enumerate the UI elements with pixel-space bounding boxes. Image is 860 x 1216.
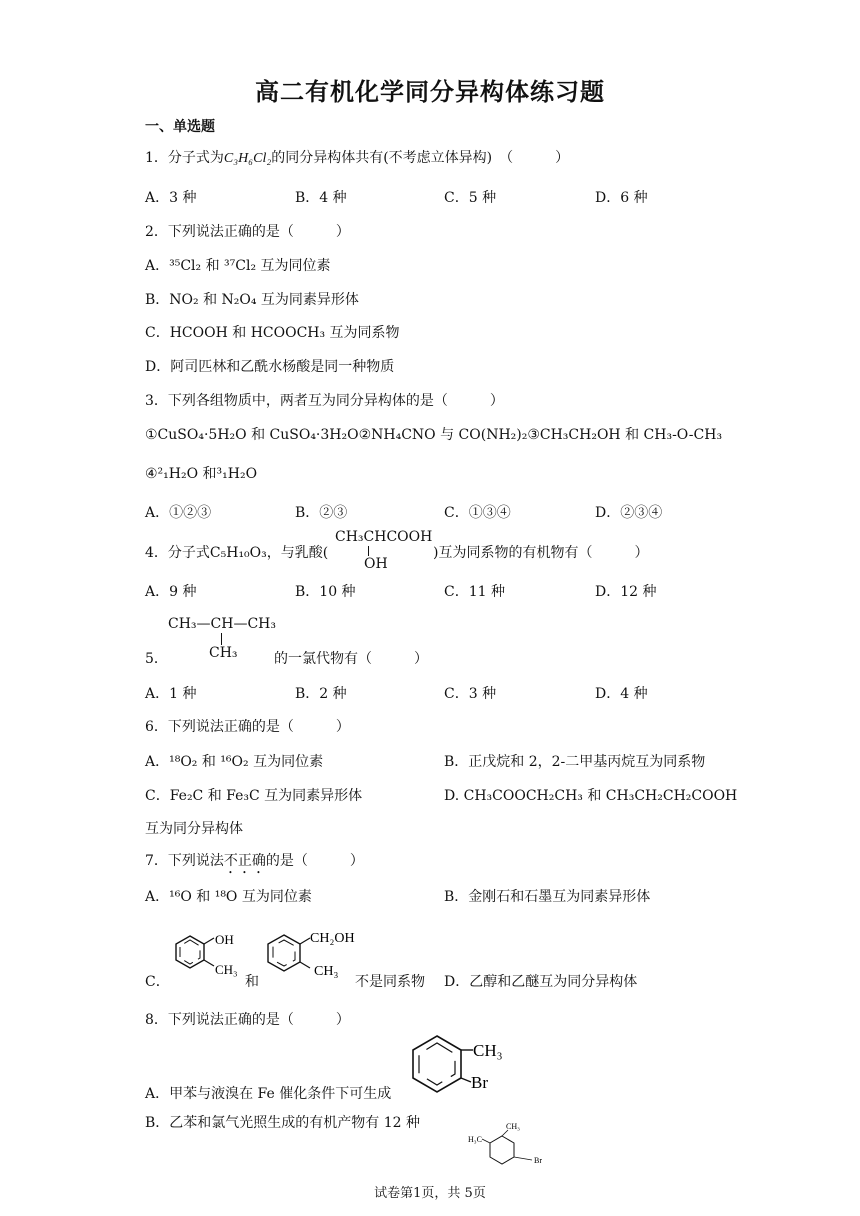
question-2-stem: 2．下列说法正确的是（ ） xyxy=(145,224,350,240)
q2-option-c[interactable]: C．HCOOH 和 HCOOCH₃ 互为同系物 xyxy=(145,325,400,341)
q3-option-a[interactable]: A．①②③ xyxy=(145,505,212,521)
q7-option-c-and: 和 xyxy=(245,974,259,990)
question-6-stem: 6．下列说法正确的是（ ） xyxy=(145,719,350,735)
bromo-xylene-structure xyxy=(466,1122,556,1172)
q5-option-d[interactable]: D．4 种 xyxy=(595,686,648,702)
methylbenzyl-alcohol-structure xyxy=(262,925,362,980)
q5-option-a[interactable]: A．1 种 xyxy=(145,686,197,702)
q5-option-b[interactable]: B．2 种 xyxy=(295,686,347,702)
q1-option-b[interactable]: B．4 种 xyxy=(295,190,347,206)
question-3-stem: 3．下列各组物质中，两者互为同分异构体的是（ ） xyxy=(145,393,504,409)
q4-option-a[interactable]: A．9 种 xyxy=(145,584,197,600)
o-cresol-structure xyxy=(172,928,242,978)
q7-option-b[interactable]: B．金刚石和石墨互为同素异形体 xyxy=(444,889,651,905)
q1-option-d[interactable]: D．6 种 xyxy=(595,190,648,206)
q4-stem-suffix: )互为同系物的有机物有（ ） xyxy=(433,545,649,561)
q7-emphasis: 不正确 xyxy=(223,853,266,869)
q1-option-c[interactable]: C．5 种 xyxy=(444,190,497,206)
page-footer: 试卷第1页，共 5页 xyxy=(374,1186,486,1201)
q6-option-a[interactable]: A．¹⁸O₂ 和 ¹⁶O₂ 互为同位素 xyxy=(145,754,324,770)
bromotoluene-br-label: Br xyxy=(471,1073,488,1092)
isobutane-structure-top: CH₃—CH—CH₃ xyxy=(168,616,276,632)
q1-stem-prefix: 1．分子式为 xyxy=(145,150,224,166)
isobutane-bond xyxy=(221,633,222,645)
q4-option-c[interactable]: C．11 种 xyxy=(444,584,505,600)
q5-number: 5． xyxy=(145,651,168,667)
q8-option-a[interactable]: A．甲苯与液溴在 Fe 催化条件下可生成 xyxy=(145,1086,392,1102)
q3-option-d[interactable]: D．②③④ xyxy=(595,505,663,521)
q7-option-c-suffix: 不是同系物 xyxy=(355,974,425,990)
o-cresol-oh-label: OH xyxy=(215,932,234,947)
q8-option-b[interactable]: B．乙苯和氯气光照生成的有机产物有 12 种 xyxy=(145,1115,421,1131)
q7-stem-prefix: 7．下列说法 xyxy=(145,853,224,869)
lactic-acid-bond xyxy=(368,546,369,556)
question-8-stem: 8．下列说法正确的是（ ） xyxy=(145,1012,350,1028)
q1-option-a[interactable]: A．3 种 xyxy=(145,190,197,206)
q1-formula: C₃H₆Cl₂ xyxy=(223,151,272,166)
isobutane-structure-bottom: CH₃ xyxy=(209,645,238,661)
q6-option-d-continued: 互为同分异构体 xyxy=(145,821,243,837)
q1-stem-suffix: 的同分异构体共有(不考虑立体异构) （ ） xyxy=(271,150,570,166)
o-bromotoluene-structure xyxy=(405,1032,515,1096)
bromotoluene-ch3-label: CH₃ xyxy=(473,1041,503,1060)
o-cresol-ch3-label: CH₃ xyxy=(215,962,238,977)
lactic-acid-structure-top: CH₃CHCOOH xyxy=(335,529,433,545)
q2-option-b[interactable]: B．NO₂ 和 N₂O₄ 互为同素异形体 xyxy=(145,292,359,308)
bromo-xylene-ch3-label: CH₃ xyxy=(506,1122,520,1131)
q2-option-a[interactable]: A．³⁵Cl₂ 和 ³⁷Cl₂ 互为同位素 xyxy=(145,258,331,274)
q3-item-list-line2: ④²₁H₂O 和³₁H₂O xyxy=(145,466,258,482)
q3-item-list-line1: ①CuSO₄·5H₂O 和 CuSO₄·3H₂O②NH₄CNO 与 CO(NH₂)₂③CH₃CH₂OH 和 CH₃-O-CH₃ xyxy=(145,427,723,443)
bromo-xylene-h3c-label: H₃C xyxy=(468,1135,482,1144)
question-7-stem xyxy=(145,850,364,877)
q6-option-c[interactable]: C．Fe₂C 和 Fe₃C 互为同素异形体 xyxy=(145,788,363,804)
lactic-acid-structure-bottom: OH xyxy=(364,556,388,572)
q7-option-d[interactable]: D．乙醇和乙醚互为同分异构体 xyxy=(444,974,638,990)
q6-option-d[interactable]: D. CH₃COOCH₂CH₃ 和 CH₃CH₂CH₂COOH xyxy=(444,788,738,804)
q5-option-c[interactable]: C．3 种 xyxy=(444,686,497,702)
q7-option-c-label[interactable]: C． xyxy=(145,974,170,990)
q6-option-b[interactable]: B．正戊烷和 2，2-二甲基丙烷互为同系物 xyxy=(444,754,706,770)
q4-option-b[interactable]: B．10 种 xyxy=(295,584,356,600)
q2-option-d[interactable]: D．阿司匹林和乙酰水杨酸是同一种物质 xyxy=(145,359,395,375)
bromo-xylene-br-label: Br xyxy=(534,1156,542,1165)
q7-stem-suffix: 的是（ ） xyxy=(265,853,364,869)
section-heading: 一、单选题 xyxy=(145,119,215,135)
q3-option-c[interactable]: C．①③④ xyxy=(444,505,511,521)
page-title: 高二有机化学同分异构体练习题 xyxy=(255,78,605,106)
methylbenzyl-ch3-label: CH₃ xyxy=(314,964,339,979)
q4-option-d[interactable]: D．12 种 xyxy=(595,584,657,600)
q5-stem: 的一氯代物有（ ） xyxy=(274,651,428,667)
q4-stem-prefix: 4．分子式C₅H₁₀O₃，与乳酸( xyxy=(145,545,329,561)
q7-option-a[interactable]: A．¹⁶O 和 ¹⁸O 互为同位素 xyxy=(145,889,312,905)
question-1-stem xyxy=(145,147,569,167)
ch2oh-label: CH₂OH xyxy=(310,931,355,946)
q3-option-b[interactable]: B．②③ xyxy=(295,505,348,521)
